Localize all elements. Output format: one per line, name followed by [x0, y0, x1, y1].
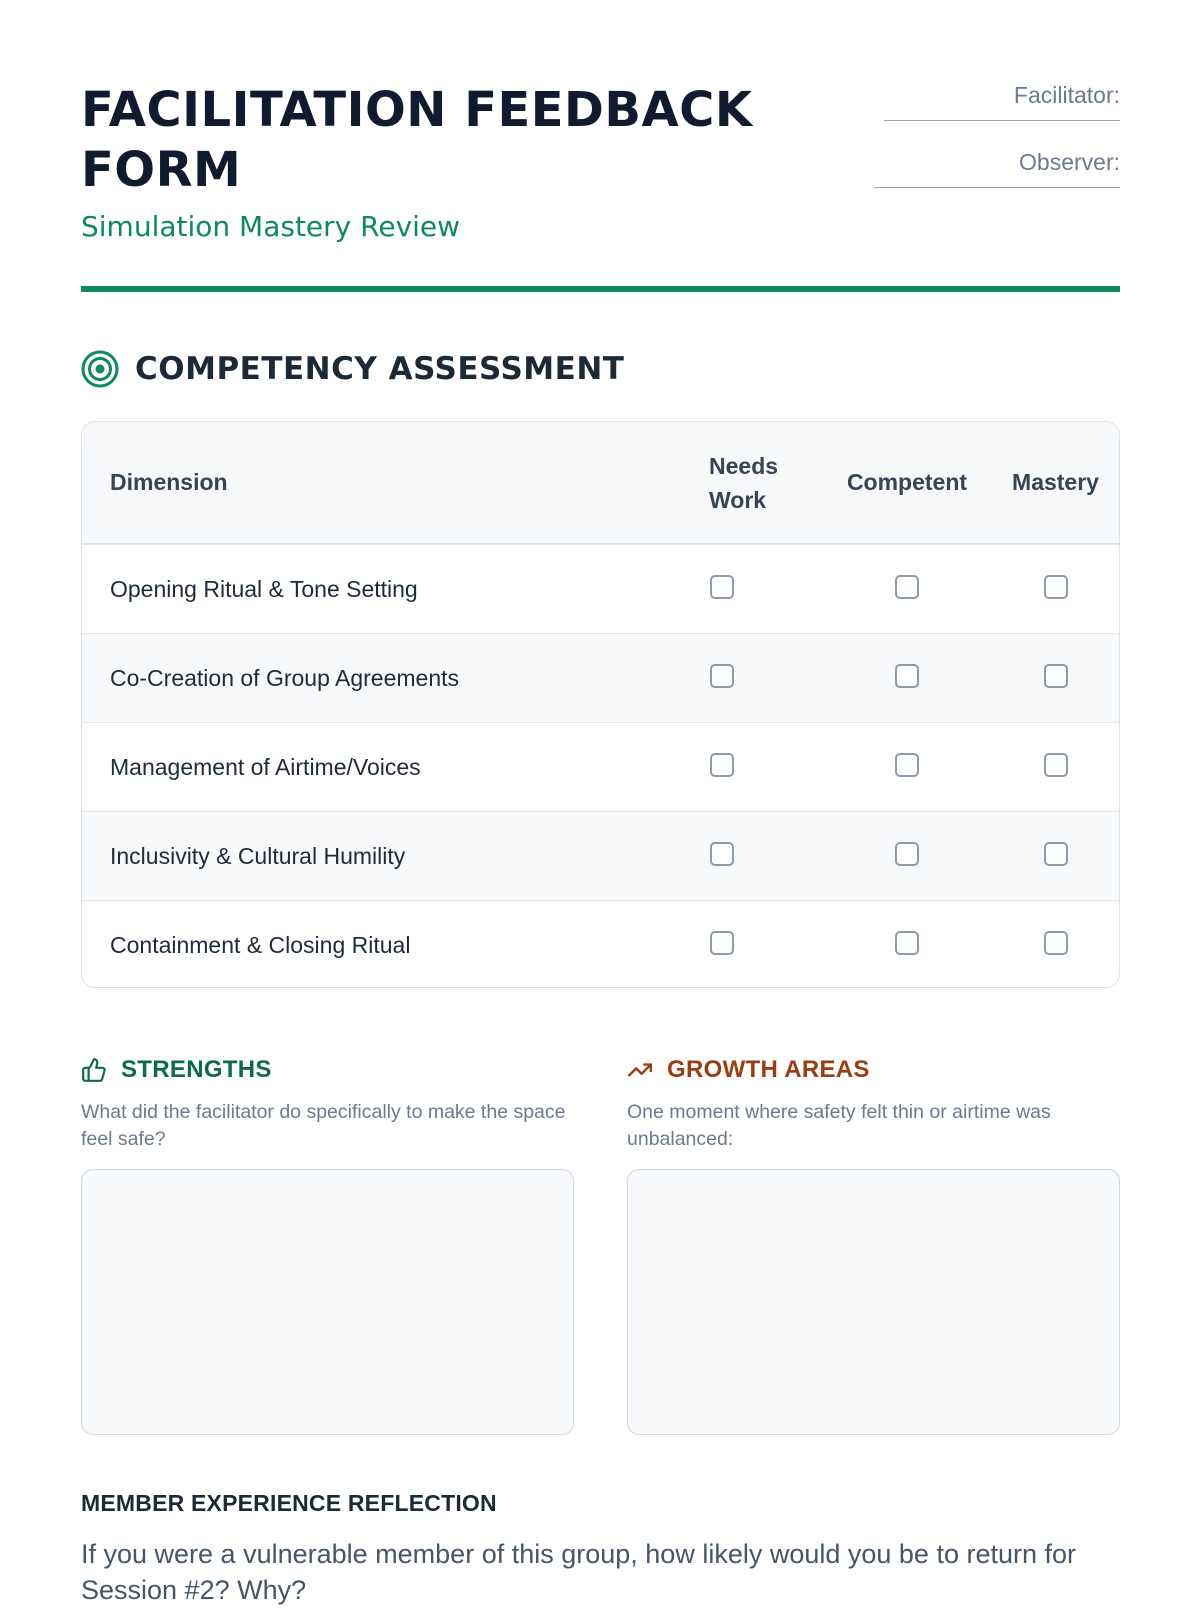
strengths-prompt: What did the facilitator do specifically to make the space feel safe?: [81, 1101, 566, 1150]
competency-table: [81, 421, 1120, 988]
mastery-checkbox[interactable]: [1044, 575, 1068, 599]
needs-work-checkbox[interactable]: [710, 664, 734, 688]
strengths-section: [81, 1055, 574, 1435]
competent-checkbox[interactable]: [895, 931, 919, 955]
strengths-textarea[interactable]: [81, 1169, 574, 1435]
needs-work-checkbox[interactable]: [710, 575, 734, 599]
observer-field[interactable]: [874, 177, 1120, 188]
target-icon: [81, 350, 119, 388]
mastery-checkbox[interactable]: [1044, 753, 1068, 777]
competent-checkbox[interactable]: [895, 664, 919, 688]
facilitator-label: Facilitator:: [1013, 82, 1120, 108]
mastery-checkbox[interactable]: [1044, 842, 1068, 866]
page-subtitle: Simulation Mastery Review: [81, 210, 461, 243]
strengths-title: STRENGTHS: [121, 1056, 272, 1083]
dimension-label: Management of Airtime/Voices: [110, 753, 421, 780]
table-row: [82, 811, 1119, 900]
form-header: [81, 80, 1120, 243]
signature-block: [860, 80, 1120, 214]
dimension-label: Inclusivity & Cultural Humility: [110, 842, 406, 869]
needs-work-checkbox[interactable]: [710, 753, 734, 777]
thumbs-up-icon: [81, 1057, 107, 1083]
table-row: [82, 633, 1119, 722]
growth-areas-prompt: One moment where safety felt thin or airtime was unbalanced:: [627, 1101, 1051, 1150]
table-row: [82, 722, 1119, 811]
section-title: COMPETENCY ASSESSMENT: [135, 351, 625, 387]
needs-work-checkbox[interactable]: [710, 842, 734, 866]
reflection-title: MEMBER EXPERIENCE REFLECTION: [81, 1490, 497, 1516]
trending-up-icon: [627, 1057, 653, 1083]
reflection-question: If you were a vulnerable member of this group, how likely would you be to return for Session #2? Why?: [81, 1539, 1077, 1605]
growth-areas-section: [627, 1055, 1120, 1435]
growth-areas-textarea[interactable]: [627, 1169, 1120, 1435]
dimension-label: Opening Ritual & Tone Setting: [110, 575, 418, 602]
competent-checkbox[interactable]: [895, 575, 919, 599]
header-divider: [81, 286, 1120, 292]
table-header-row: [82, 422, 1119, 544]
competent-checkbox[interactable]: [895, 753, 919, 777]
mastery-checkbox[interactable]: [1044, 931, 1068, 955]
growth-areas-title: GROWTH AREAS: [667, 1056, 870, 1083]
column-header-needs-work: Needs Work: [709, 452, 779, 513]
competent-checkbox[interactable]: [895, 842, 919, 866]
table-row: [82, 544, 1119, 633]
facilitator-field[interactable]: [884, 110, 1120, 121]
mastery-checkbox[interactable]: [1044, 664, 1068, 688]
column-header-competent: Competent: [846, 469, 968, 495]
dimension-label: Containment & Closing Ritual: [110, 931, 411, 958]
dimension-label: Co-Creation of Group Agreements: [110, 664, 460, 691]
page-title: FACILITATION FEEDBACK FORM: [81, 82, 753, 198]
table-row: [82, 900, 1119, 988]
column-header-mastery: Mastery: [1012, 469, 1099, 495]
needs-work-checkbox[interactable]: [710, 931, 734, 955]
observer-label: Observer:: [1019, 149, 1120, 175]
column-header-dimension: Dimension: [110, 469, 228, 495]
competency-section-heading: [81, 350, 624, 388]
